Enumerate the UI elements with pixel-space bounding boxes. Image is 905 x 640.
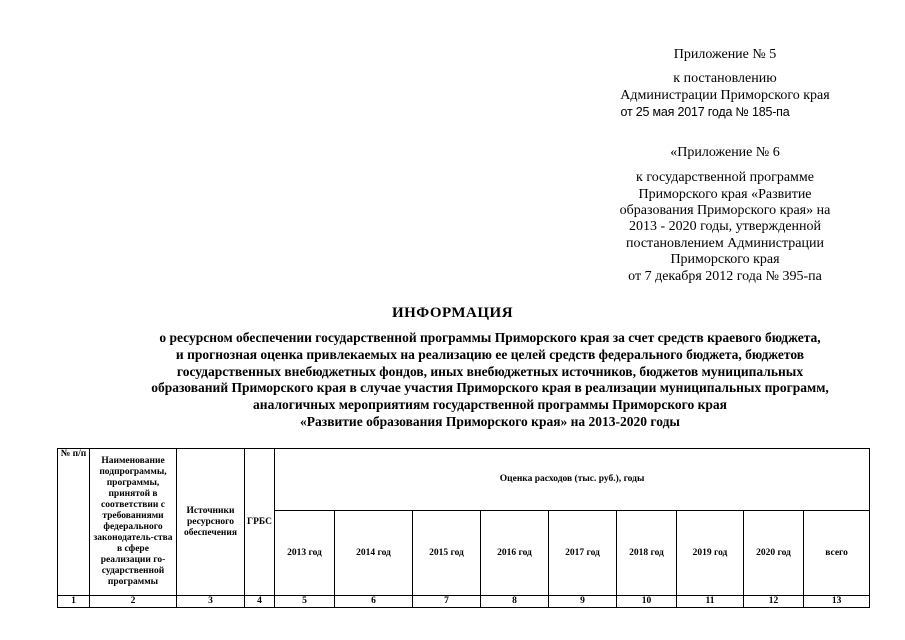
column-header-number: № п/п [58,449,90,596]
column-header-year: 2017 год [549,511,617,596]
column-header-sources: Источники ресурсного обеспечения [177,449,245,596]
prior-appendix-line: Приморского края [670,252,780,267]
description-line: и прогнозная оценка привлекаемых на реализацию ее целей средств федерального бюджета, бюджетов [175,346,805,362]
prior-appendix-line: постановлением Администрации [626,236,824,251]
column-header-year: 2016 год [481,511,549,596]
description-line: государственных внебюджетных фондов, иных внебюджетных источников, бюджетов муниципальных [176,363,804,379]
document-title: ИНФОРМАЦИЯ [391,305,514,321]
column-header-total: всего [804,511,870,596]
description-line: о ресурсном обеспечении государственной программы Приморского края за счет средств краевого бюджета, [159,330,821,345]
column-header-name: Наименование подпрограммы, программы, принятой в соответствии с требованиями федерального законодатель-ства в сфере реализации го-сударственной программы [90,449,177,596]
appendix-administration: Администрации Приморского края [620,88,830,103]
appendix-to-decree: к постановлению [673,71,777,86]
column-header-year: 2020 год [744,511,804,596]
column-header-year: 2018 год [617,511,677,596]
appendix-date: от 25 мая 2017 года № 185-па [620,105,790,119]
column-header-year: 2015 год [413,511,481,596]
prior-appendix-line: от 7 декабря 2012 года № 395-па [628,269,822,284]
column-header-grbs: ГРБС [245,449,275,596]
column-number-cell: 13 [804,596,870,608]
description-line: образований Приморского края в случае участия Приморского края в реализации муниципальных программ, [151,380,829,396]
prior-appendix-line: к государственной программе [636,170,814,185]
column-number-cell: 5 [275,596,335,608]
column-number-cell: 10 [617,596,677,608]
column-number-cell: 8 [481,596,549,608]
prior-appendix-line: Приморского края «Развитие [638,187,812,202]
column-header-year: 2014 год [335,511,413,596]
document-description [60,330,905,431]
column-number-cell: 7 [413,596,481,608]
description-line: аналогичных мероприятиям государственной программы Приморского края [253,397,727,413]
description-line: «Развитие образования Приморского края» на 2013-2020 годы [300,413,680,429]
column-number-cell: 12 [744,596,804,608]
resource-table [57,448,870,608]
column-header-year: 2019 год [677,511,744,596]
column-number-cell: 2 [90,596,177,608]
column-number-cell: 3 [177,596,245,608]
column-number-cell: 4 [245,596,275,608]
column-number-cell: 11 [677,596,744,608]
column-number-cell: 1 [58,596,90,608]
column-number-cell: 6 [335,596,413,608]
column-header-estimate: Оценка расходов (тыс. руб.), годы [275,449,870,511]
prior-appendix-line: 2013 - 2020 годы, утвержденной [628,219,822,234]
prior-appendix-number: «Приложение № 6 [670,145,780,160]
appendix-number: Приложение № 5 [673,47,777,62]
prior-appendix-line: образования Приморского края» на [619,203,831,218]
column-number-cell: 9 [549,596,617,608]
column-header-year: 2013 год [275,511,335,596]
